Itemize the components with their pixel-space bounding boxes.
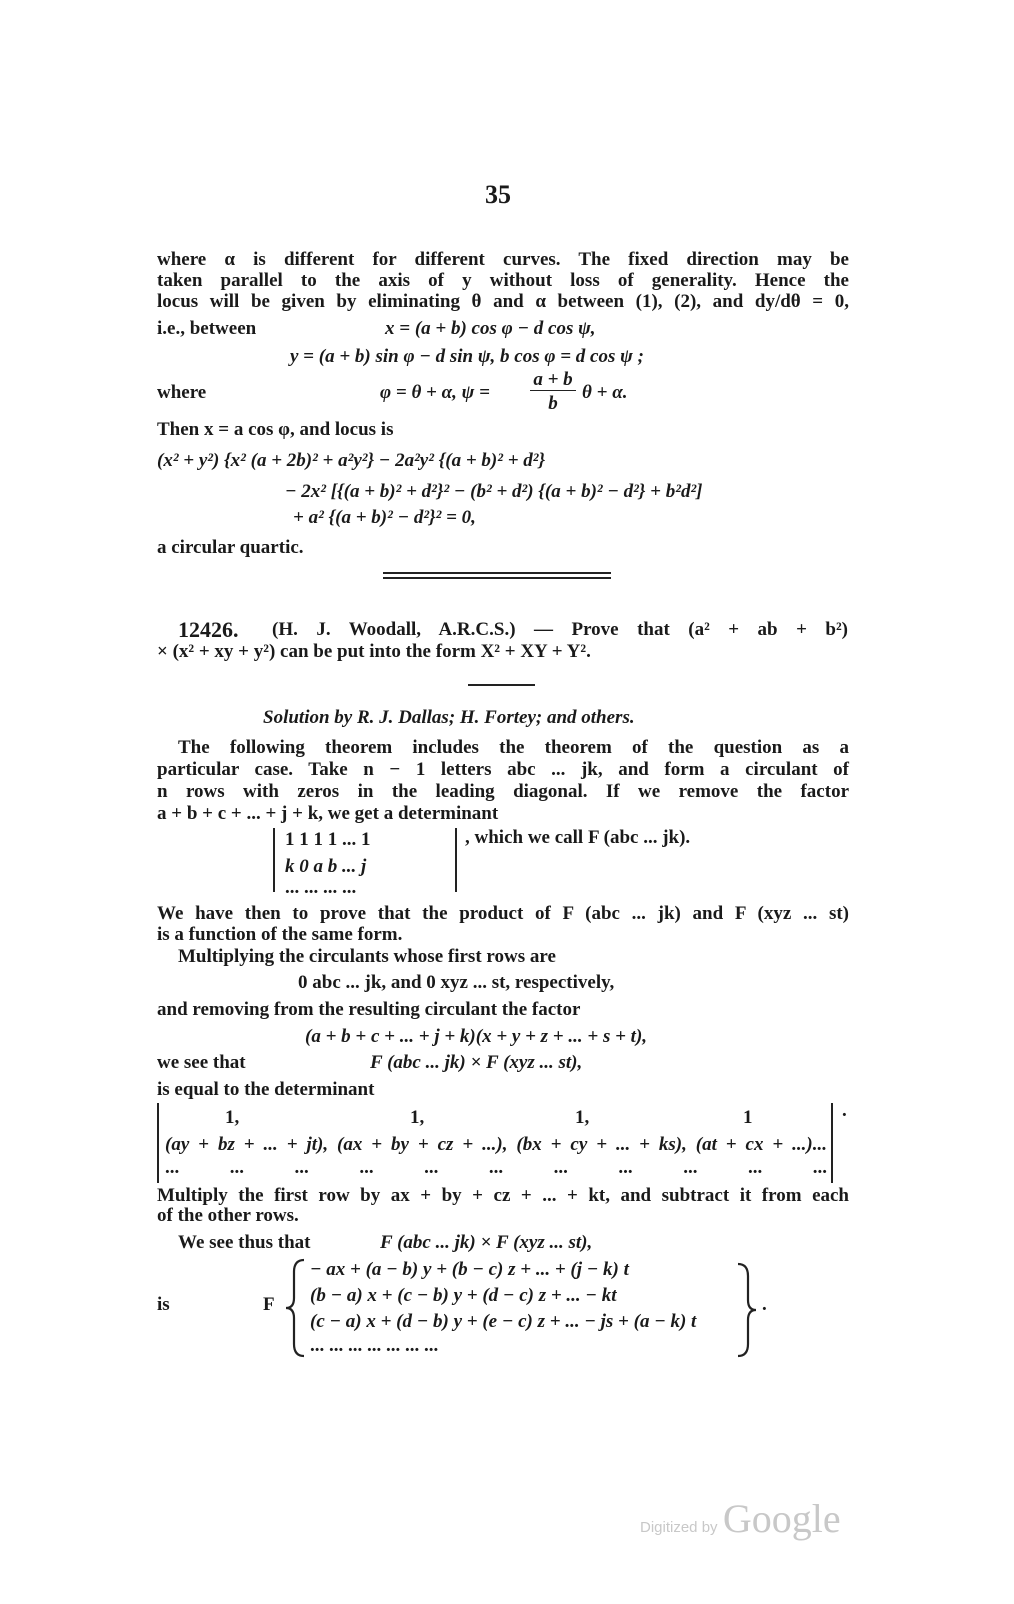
equation: F (abc ... jk) × F (xyz ... st), — [380, 1232, 593, 1253]
digitized-by-google-watermark — [640, 1495, 841, 1542]
determinant-row: (ay + bz + ... + jt), (ax + by + cz + ...), (bx + cy + ... + ks), (at + cx + ...)... — [165, 1134, 827, 1155]
determinant-row: 1 1 1 1 ... 1 — [285, 829, 371, 850]
paragraph-line: a + b + c + ... + j + k, we get a determinant — [157, 803, 499, 824]
paragraph-line: taken parallel to the axis of y without loss of generality. Hence the — [157, 270, 849, 291]
determinant-bar — [455, 828, 457, 892]
equation: θ + α. — [582, 382, 628, 403]
punctuation: . — [842, 1100, 847, 1121]
fraction-denominator: b — [548, 393, 558, 414]
paragraph-line: locus will be given by eliminating θ and α between (1), (2), and dy/dθ = 0, — [157, 291, 849, 312]
paragraph-line: of the other rows. — [157, 1205, 299, 1226]
matrix-row: (b − a) x + (c − b) y + (d − c) z + ... − kt — [310, 1285, 617, 1306]
paragraph-line: We have then to prove that the product of F (abc ... jk) and F (xyz ... st) — [157, 903, 849, 924]
question-number: 12426. — [178, 617, 239, 642]
equation: y = (a + b) sin φ − d sin ψ, b cos φ = d cos ψ ; — [290, 346, 644, 367]
equation: (a + b + c + ... + j + k)(x + y + z + ... + s + t), — [305, 1026, 648, 1047]
left-brace-icon — [282, 1258, 310, 1358]
paragraph-line: where α is different for different curves. The fixed direction may be — [157, 249, 849, 270]
solution-heading: Solution by R. J. Dallas; H. Fortey; and others. — [263, 707, 635, 728]
equation: x = (a + b) cos φ − d cos ψ, — [385, 318, 596, 339]
function-symbol: F — [263, 1294, 275, 1315]
paragraph-line: The following theorem includes the theorem of the question as a — [178, 737, 849, 758]
determinant-row: k 0 a b ... j — [285, 856, 367, 877]
paragraph-line: is a function of the same form. — [157, 924, 403, 945]
watermark-small: Digitized by — [640, 1519, 718, 1536]
paragraph-line: Multiply the first row by ax + by + cz + ... + kt, and subtract it from each — [157, 1185, 849, 1206]
equation: φ = θ + α, ψ = — [380, 382, 490, 403]
paragraph-line: n rows with zeros in the leading diagonal. If we remove the factor — [157, 781, 849, 802]
punctuation: . — [762, 1294, 767, 1315]
determinant-cell: 1, — [410, 1107, 425, 1128]
page-number: 35 — [485, 180, 511, 209]
paragraph-line: Multiplying the circulants whose first rows are — [178, 946, 556, 967]
watermark-logo: Google — [722, 1496, 841, 1541]
divider — [383, 577, 611, 579]
matrix-row: ... ... ... ... ... ... ... — [310, 1335, 439, 1356]
label-text: we see that — [157, 1052, 246, 1073]
paragraph-line: 0 abc ... jk, and 0 xyz ... st, respectively, — [298, 972, 615, 993]
determinant-cell: 1, — [575, 1107, 590, 1128]
paragraph-line: Then x = a cos φ, and locus is — [157, 419, 394, 440]
label-text: i.e., between — [157, 318, 257, 339]
determinant-cell: 1, — [225, 1107, 240, 1128]
determinant-bar — [831, 1103, 833, 1183]
label-text: is — [157, 1294, 170, 1315]
equation: − 2x² [{(a + b)² + d²}² − (b² + d²) {(a + b)² − d²} + b²d²] — [285, 481, 703, 502]
label-text: We see thus that — [178, 1232, 311, 1253]
question-author: (H. J. Woodall, A.R.C.S.) — Prove that (a² + ab + b²) — [272, 619, 848, 640]
paragraph-line: , which we call F (abc ... jk). — [465, 827, 691, 848]
determinant-row: ... ... ... ... ... ... ... ... ... ... ... — [165, 1157, 827, 1178]
paragraph-line: a circular quartic. — [157, 537, 304, 558]
determinant-bar — [273, 828, 275, 892]
equation: + a² {(a + b)² − d²}² = 0, — [293, 507, 476, 528]
equation: F (abc ... jk) × F (xyz ... st), — [370, 1052, 583, 1073]
right-brace-icon — [734, 1262, 760, 1358]
paragraph-line: and removing from the resulting circulant the factor — [157, 999, 581, 1020]
divider — [383, 572, 611, 574]
label-text: where — [157, 382, 207, 403]
fraction-numerator: a + b — [530, 370, 576, 391]
question-text: × (x² + xy + y²) can be put into the form X² + XY + Y². — [157, 641, 591, 662]
determinant-row: ... ... ... ... — [285, 877, 357, 898]
matrix-row: (c − a) x + (d − b) y + (e − c) z + ... − js + (a − k) t — [310, 1311, 697, 1332]
divider — [468, 684, 535, 686]
matrix-row: − ax + (a − b) y + (b − c) z + ... + (j − k) t — [310, 1259, 629, 1280]
determinant-bar — [157, 1103, 159, 1183]
determinant-cell: 1 — [743, 1107, 753, 1128]
paragraph-line: is equal to the determinant — [157, 1079, 375, 1100]
equation: (x² + y²) {x² (a + 2b)² + a²y²} − 2a²y² {(a + b)² + d²} — [157, 450, 546, 471]
paragraph-line: particular case. Take n − 1 letters abc ... jk, and form a circulant of — [157, 759, 849, 780]
